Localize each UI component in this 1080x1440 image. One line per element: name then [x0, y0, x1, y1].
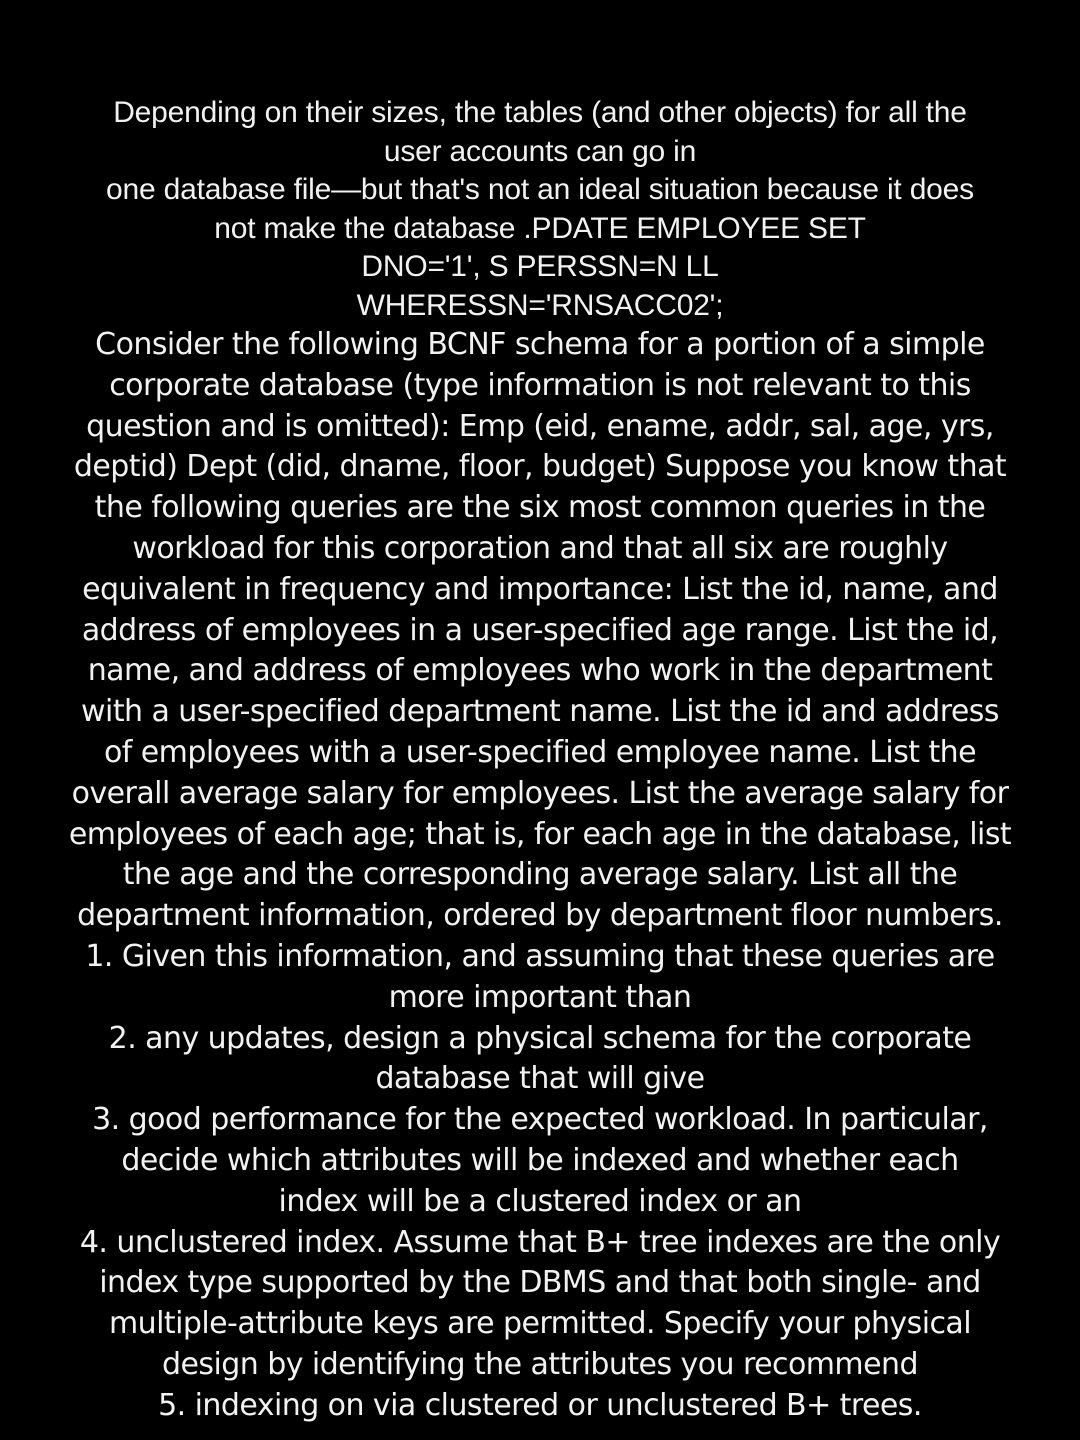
- question-line: employees of each age; that is, for each age in the database, list: [68, 816, 1012, 852]
- question-line: workload for this corporation and that all six are roughly: [132, 530, 948, 566]
- intro-line: not make the database .PDATE EMPLOYEE SET: [214, 211, 866, 245]
- question-line: department information, ordered by department floor numbers.: [77, 898, 1003, 934]
- question-line: more important than: [388, 979, 692, 1015]
- question-line: question and is omitted): Emp (eid, ename, addr, sal, age, yrs,: [86, 408, 994, 444]
- question-line: decide which at⁠tributes will be indexed and whether each: [121, 1142, 959, 1178]
- numbered-line-3: 3. good performance for the expected workload. In particular,: [92, 1102, 988, 1138]
- question-line: name, and address of employees who work in the department: [87, 653, 993, 689]
- question-line: design by identifying the attributes you recommend: [162, 1346, 918, 1382]
- intro-line: DNO='1', S PERSSN=N LL: [361, 250, 719, 283]
- numbered-line-4: 4. unclustered index. Assume that B+ tree indexes are the only: [79, 1224, 1001, 1260]
- question-line: overall average salary for employees. List the average salary for: [71, 775, 1009, 811]
- question-line: Consider the following BCNF schema for a portion of a simple: [95, 327, 985, 362]
- question-line: cor⁠porate database (type information is not relevant to this: [109, 367, 971, 403]
- question-line: the following queries are the six most common queries in the: [94, 490, 986, 526]
- numbered-line-2: 2. any updates, design a physical schema for the corporate: [108, 1020, 972, 1056]
- intro-line: WHERESSN='RNSACC02';: [356, 288, 724, 322]
- question-line: the age and the corresponding average salary. List all the: [122, 857, 958, 893]
- question-line: multiple-attribute keys are per⁠mitted. Specify your physical: [108, 1306, 972, 1342]
- question-text: [30, 325, 1050, 1427]
- numbered-line-5: 5. indexing on via clustered or unclustered B+ trees.: [158, 1387, 922, 1423]
- intro-paragraph: [30, 94, 1050, 325]
- question-line: deptid) Dept (did, dname, floor, budget) Suppose you know that: [73, 449, 1007, 485]
- question-line: of employees with a user-specified employee name. List the: [103, 734, 977, 770]
- question-line: database that will give: [375, 1061, 705, 1097]
- question-line: index will be a clustered index or an: [278, 1183, 802, 1219]
- intro-line: one database file—but that's not an ideal situation because it does: [106, 173, 974, 206]
- question-line: address of employees in a user-specified age range. List the id,: [81, 612, 999, 648]
- question-line: equivalent in frequency and importance: List the id, name, and: [82, 571, 998, 607]
- question-line: with a user-specified department name. List the id and address: [81, 694, 999, 730]
- numbered-line-1: 1. Given this information, and assuming that these queries are: [85, 938, 995, 974]
- document-page: [30, 94, 1050, 1427]
- intro-line: Depending on their sizes, the tables (and other objects) for all the: [113, 96, 967, 129]
- question-line: index type sup⁠ported by the DBMS and that both single- and: [99, 1265, 981, 1301]
- intro-line: user accounts can go in: [383, 134, 697, 168]
